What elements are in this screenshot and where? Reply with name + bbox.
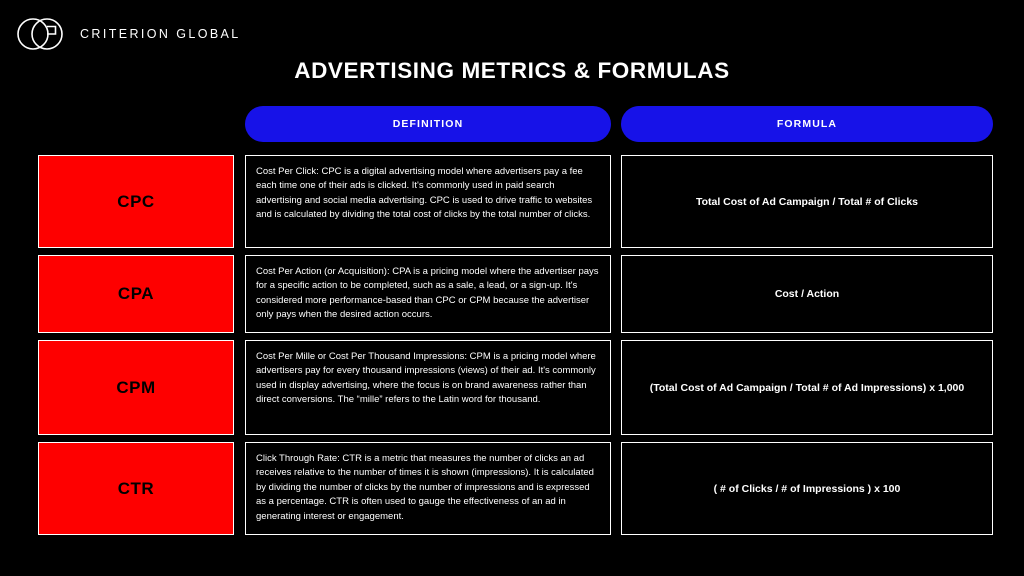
- definition-cell-cpm: Cost Per Mille or Cost Per Thousand Impressions: CPM is a pricing model where advertisers pay for every thousand impressions (views) of their ad. It's commonly used in display advertising, where the focus is on brand awareness rather than direct conversions. The “mille” refers to the Latin word for thousand.: [245, 340, 611, 435]
- metrics-table: [0, 106, 1024, 542]
- table-body: [0, 155, 1024, 535]
- metric-label-cpc: CPC: [38, 155, 234, 248]
- metric-label-cpa: CPA: [38, 255, 234, 333]
- table-row: [38, 255, 1024, 333]
- brand-header: [14, 14, 241, 54]
- formula-cell-cpc: Total Cost of Ad Campaign / Total # of Clicks: [621, 155, 993, 248]
- table-row: [38, 155, 1024, 248]
- brand-name: CRITERION GLOBAL: [80, 27, 241, 41]
- metric-label-ctr: CTR: [38, 442, 234, 535]
- formula-cell-cpm: (Total Cost of Ad Campaign / Total # of Ad Impressions) x 1,000: [621, 340, 993, 435]
- table-row: [38, 442, 1024, 535]
- metric-label-cpm: CPM: [38, 340, 234, 435]
- definition-cell-cpc: Cost Per Click: CPC is a digital advertising model where advertisers pay a fee each time one of their ads is clicked. It's commonly used in paid search advertising and social media advertising. CPC is used to drive traffic to websites and is calculated by dividing the total cost of clicks by the total number of clicks.: [245, 155, 611, 248]
- column-header-formula: FORMULA: [621, 106, 993, 142]
- page-title: ADVERTISING METRICS & FORMULAS: [294, 58, 730, 83]
- column-header-definition: DEFINITION: [245, 106, 611, 142]
- definition-cell-cpa: Cost Per Action (or Acquisition): CPA is a pricing model where the advertiser pays for a specific action to be completed, such as a sale, a lead, or a sign-up. It's considered more performance-based than CPC or CPM because the advertiser only pays when the desired action occurs.: [245, 255, 611, 333]
- formula-cell-cpa: Cost / Action: [621, 255, 993, 333]
- formula-cell-ctr: ( # of Clicks / # of Impressions ) x 100: [621, 442, 993, 535]
- definition-cell-ctr: Click Through Rate: CTR is a metric that measures the number of clicks an ad receives relative to the number of times it is shown (impressions). It is calculated by dividing the number of clicks by the number of impressions and is expressed as a percentage. CTR is often used to gauge the effectiveness of an ad in generating interest or engagement.: [245, 442, 611, 535]
- table-row: [38, 340, 1024, 435]
- criterion-global-logo-icon: [14, 14, 68, 54]
- table-header-row: [0, 106, 1024, 146]
